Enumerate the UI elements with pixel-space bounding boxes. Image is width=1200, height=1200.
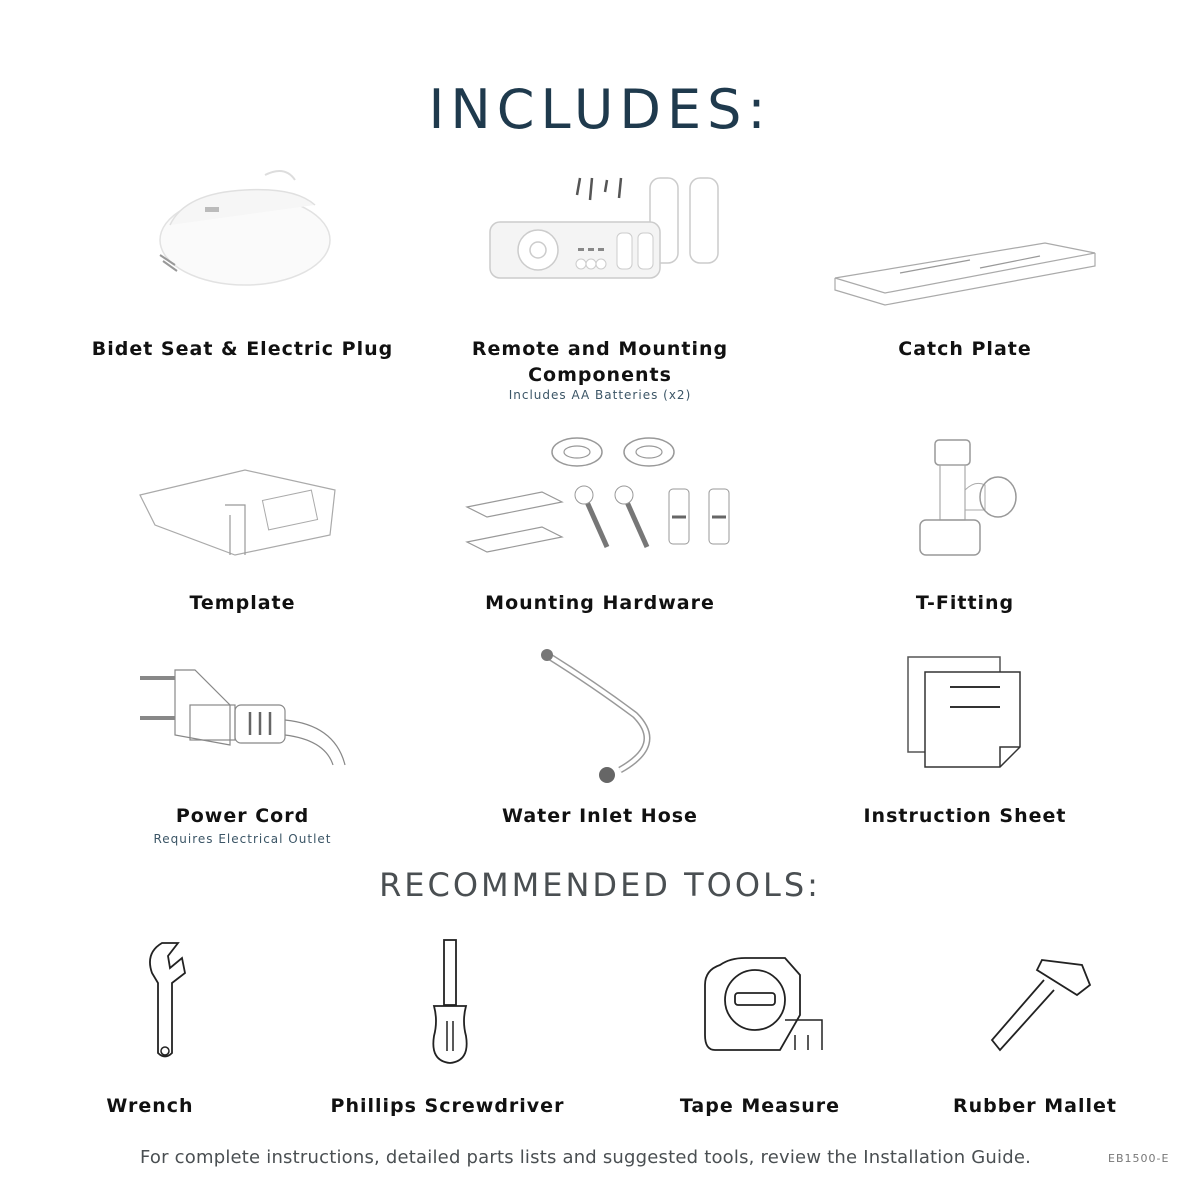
page-title: INCLUDES: [428, 78, 772, 141]
mounting-hardware-icon [462, 432, 752, 562]
item-label-instruction-sheet: Instruction Sheet [863, 805, 1067, 827]
t-fitting-icon [910, 435, 1020, 565]
tools-title: RECOMMENDED TOOLS: [379, 866, 821, 904]
item-label-catch-plate: Catch Plate [898, 338, 1032, 360]
hose-icon [535, 645, 665, 785]
item-label-t-fitting: T-Fitting [915, 592, 1015, 614]
wrench-icon [140, 938, 200, 1063]
item-sublabel-remote: Includes AA Batteries (x2) [508, 388, 692, 402]
product-code: EB1500-E [1108, 1152, 1170, 1165]
bidet-seat-icon [145, 165, 345, 285]
tool-label-tape-measure: Tape Measure [679, 1095, 841, 1117]
remote-icon [485, 170, 725, 290]
footer-note: For complete instructions, detailed parts lists and suggested tools, review the Installation Guide. [140, 1147, 1032, 1168]
tool-label-rubber-mallet: Rubber Mallet [953, 1095, 1117, 1117]
mallet-icon [982, 955, 1092, 1055]
item-sublabel-power-cord: Requires Electrical Outlet [153, 832, 332, 846]
template-icon [135, 465, 355, 565]
catch-plate-icon [830, 238, 1100, 308]
item-label-bidet-seat: Bidet Seat & Electric Plug [91, 338, 394, 360]
tape-measure-icon [700, 955, 825, 1050]
screwdriver-icon [420, 936, 480, 1066]
item-label-remote: Remote and Mounting Components [471, 338, 729, 386]
item-label-template: Template [189, 592, 296, 614]
tool-label-phillips-screwdriver: Phillips Screwdriver [330, 1095, 565, 1117]
tool-label-wrench: Wrench [106, 1095, 194, 1117]
power-cord-icon [135, 670, 355, 770]
document-icon [905, 652, 1025, 787]
item-label-mounting-hardware: Mounting Hardware [485, 592, 715, 614]
item-label-power-cord: Power Cord [175, 805, 310, 827]
item-label-water-inlet-hose: Water Inlet Hose [502, 805, 698, 827]
